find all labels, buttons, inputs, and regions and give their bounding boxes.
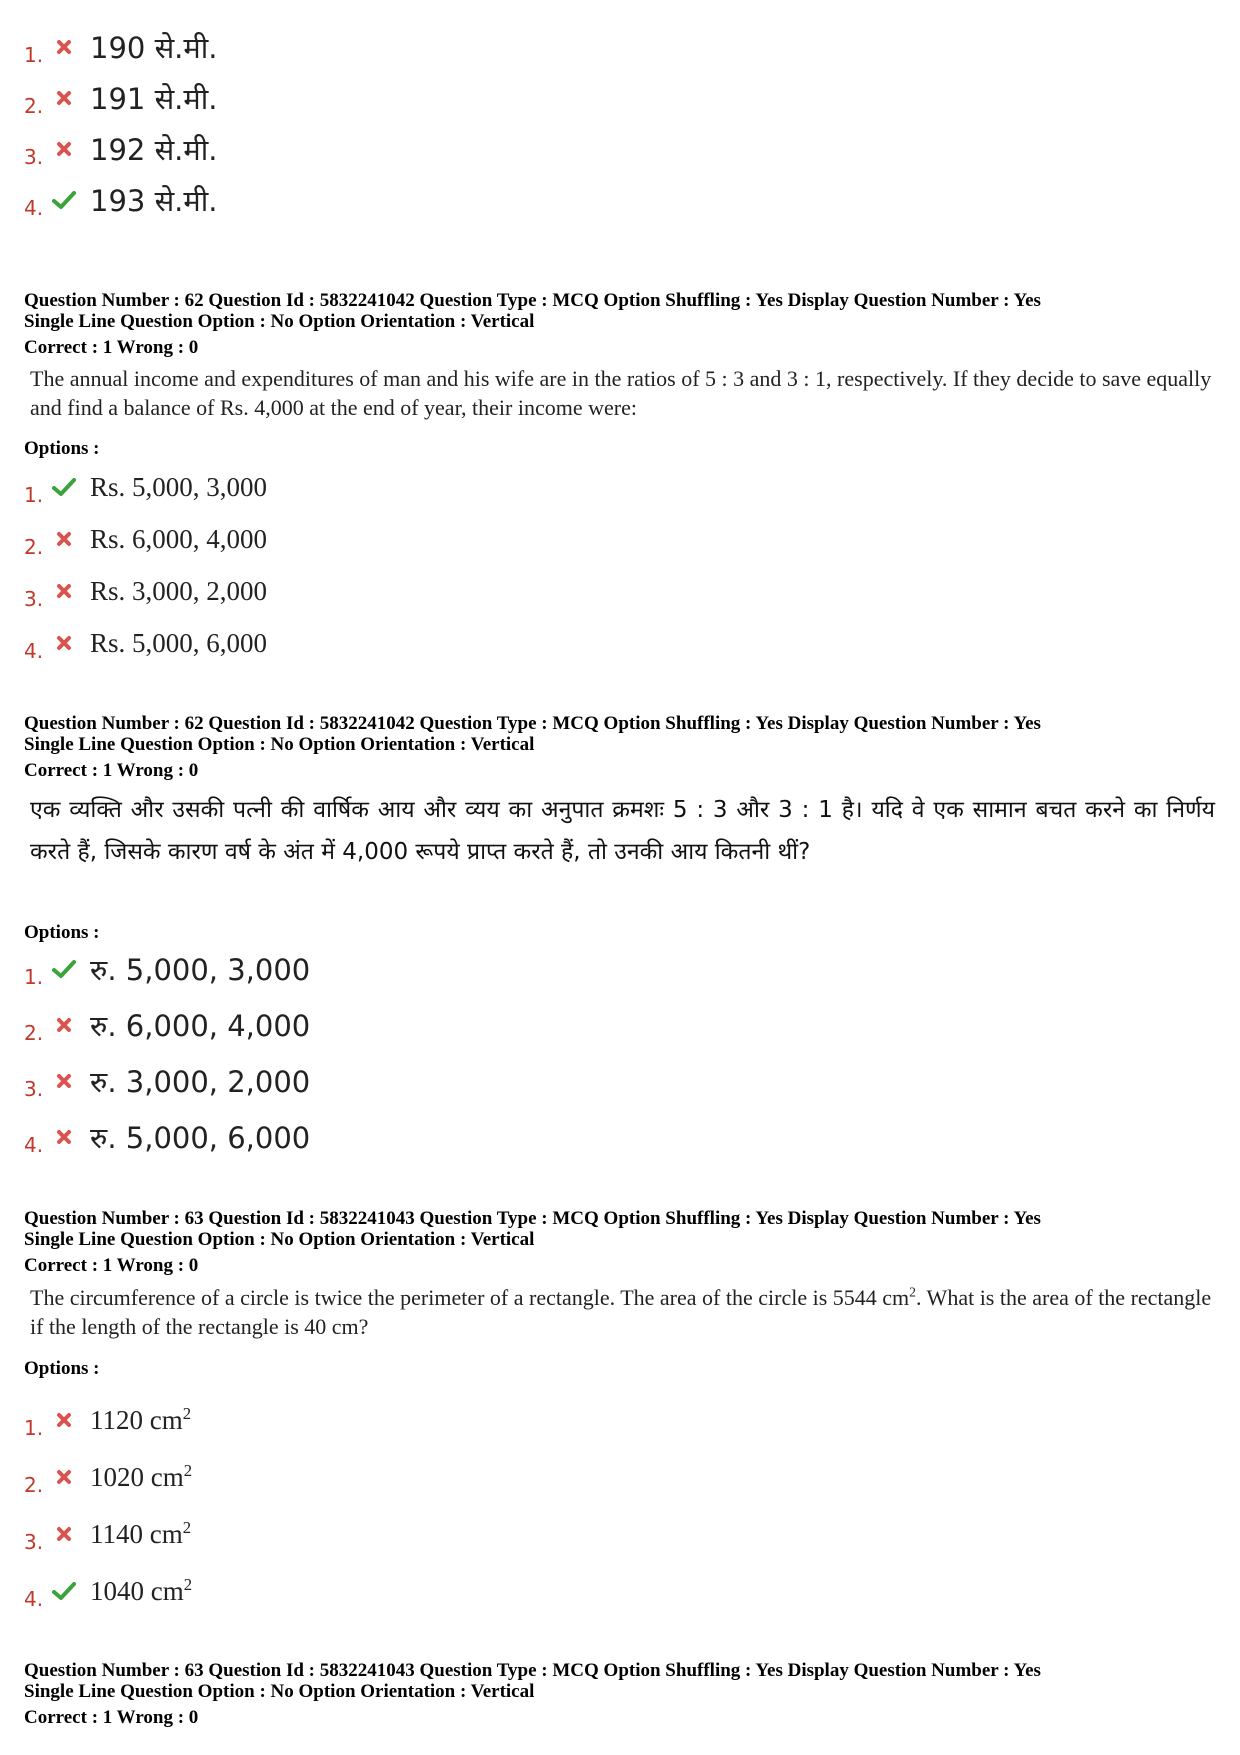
question-score: Correct : 1 Wrong : 0: [24, 1707, 199, 1728]
options-label: Options :: [24, 922, 100, 943]
option-row: [24, 566, 267, 616]
option-row: [24, 1566, 192, 1616]
option-text: Rs. 3,000, 2,000: [90, 575, 268, 606]
option-row: [24, 1395, 191, 1445]
option-row: [24, 1509, 191, 1559]
option-number: 1.: [24, 965, 44, 989]
question-meta: Single Line Question Option : No Option Orientation : Vertical: [24, 1229, 535, 1250]
option-text: [90, 1519, 191, 1550]
option-number: 3.: [24, 587, 44, 611]
option-text: Rs. 5,000, 6,000: [90, 627, 268, 658]
question-meta: Single Line Question Option : No Option Orientation : Vertical: [24, 734, 535, 755]
option-number: 2.: [24, 1473, 44, 1497]
option-row: [24, 175, 217, 225]
options-label: Options :: [24, 1358, 100, 1379]
question-meta: Question Number : 62 Question Id : 5832241042 Question Type : MCQ Option Shuffling : Yes Display Question Number : Yes: [24, 290, 1041, 311]
option-value: 1020 cm: [90, 1461, 184, 1492]
question-meta: Single Line Question Option : No Option Orientation : Vertical: [24, 1681, 535, 1702]
superscript: 2: [909, 1284, 916, 1300]
option-number: 3.: [24, 145, 44, 169]
cross-icon: [50, 90, 78, 106]
option-row: [24, 1056, 310, 1106]
check-icon: [50, 190, 78, 210]
option-number: 4.: [24, 1133, 44, 1157]
option-value: 1040 cm: [90, 1575, 184, 1606]
unit-superscript: 2: [183, 1460, 193, 1480]
unit-superscript: 2: [182, 1517, 192, 1537]
cross-icon: [50, 141, 78, 157]
question-text: [30, 1283, 1215, 1341]
check-icon: [50, 477, 78, 497]
option-number: 2.: [24, 1021, 44, 1045]
option-row: [24, 1112, 310, 1162]
option-text: 190 से.मी.: [90, 30, 218, 65]
question-meta: Question Number : 62 Question Id : 5832241042 Question Type : MCQ Option Shuffling : Yes Display Question Number : Yes: [24, 713, 1041, 734]
option-text: Rs. 5,000, 3,000: [90, 471, 268, 502]
check-icon: [50, 1581, 78, 1601]
cross-icon: [50, 1129, 78, 1145]
unit-superscript: 2: [182, 1403, 192, 1423]
options-label: Options :: [24, 438, 100, 459]
option-text: रु. 5,000, 6,000: [90, 1120, 311, 1155]
option-row: [24, 462, 267, 512]
option-row: [24, 514, 267, 564]
cross-icon: [50, 531, 78, 547]
check-icon: [50, 959, 78, 979]
question-score: Correct : 1 Wrong : 0: [24, 760, 199, 781]
option-number: 1.: [24, 483, 44, 507]
option-number: 1.: [24, 43, 44, 67]
option-text: [90, 1462, 192, 1493]
question-text: The annual income and expenditures of man and his wife are in the ratios of 5 : 3 and 3 : 1, respectively. If they decide to save equally and find a balance of Rs. 4,000 at the end of year, their income were:: [30, 366, 1212, 420]
question-meta: Question Number : 63 Question Id : 5832241043 Question Type : MCQ Option Shuffling : Yes Display Question Number : Yes: [24, 1660, 1041, 1681]
cross-icon: [50, 39, 78, 55]
option-text: Rs. 6,000, 4,000: [90, 523, 268, 554]
option-text: रु. 6,000, 4,000: [90, 1008, 311, 1043]
question-meta: Question Number : 63 Question Id : 5832241043 Question Type : MCQ Option Shuffling : Yes Display Question Number : Yes: [24, 1208, 1041, 1229]
cross-icon: [50, 583, 78, 599]
cross-icon: [50, 1412, 78, 1428]
cross-icon: [50, 1073, 78, 1089]
option-row: [24, 618, 267, 668]
question-score: Correct : 1 Wrong : 0: [24, 337, 199, 358]
cross-icon: [50, 1469, 78, 1485]
option-text: रु. 3,000, 2,000: [90, 1064, 311, 1099]
option-text: 191 से.मी.: [90, 81, 218, 116]
option-row: [24, 124, 217, 174]
option-row: [24, 1452, 192, 1502]
option-number: 3.: [24, 1530, 44, 1554]
option-row: [24, 73, 217, 123]
cross-icon: [50, 1526, 78, 1542]
option-row: [24, 22, 217, 72]
option-row: [24, 1000, 310, 1050]
question-meta: Single Line Question Option : No Option Orientation : Vertical: [24, 311, 535, 332]
cross-icon: [50, 635, 78, 651]
option-number: 1.: [24, 1416, 44, 1440]
option-number: 3.: [24, 1077, 44, 1101]
option-text: रु. 5,000, 3,000: [90, 952, 311, 987]
unit-superscript: 2: [183, 1574, 193, 1594]
option-text: 193 से.मी.: [90, 183, 218, 218]
option-value: 1120 cm: [90, 1404, 183, 1435]
cross-icon: [50, 1017, 78, 1033]
option-number: 2.: [24, 94, 44, 118]
option-number: 4.: [24, 639, 44, 663]
option-text: [90, 1576, 192, 1607]
question-text: एक व्यक्ति और उसकी पत्नी की वार्षिक आय और व्यय का अनुपात क्रमशः 5 : 3 और 3 : 1 है। यदि वे एक सामान बचत करने का निर्णय करते हैं, जिसके कारण वर्ष के अंत में 4,000 रूपये प्राप्त करते हैं, तो उनकी आय कितनी थीं?: [30, 797, 1215, 865]
option-number: 4.: [24, 1587, 44, 1611]
option-text: [90, 1405, 191, 1436]
question-text-part: . What is the area of the rectangle if the length of the rectangle is 40 cm?: [30, 1285, 1212, 1339]
question-score: Correct : 1 Wrong : 0: [24, 1255, 199, 1276]
option-value: 1140 cm: [90, 1518, 183, 1549]
option-number: 2.: [24, 535, 44, 559]
option-row: [24, 944, 310, 994]
question-text-part: The circumference of a circle is twice the perimeter of a rectangle. The area of the circle is 5544 cm: [30, 1285, 910, 1310]
option-text: 192 से.मी.: [90, 132, 218, 167]
option-number: 4.: [24, 196, 44, 220]
